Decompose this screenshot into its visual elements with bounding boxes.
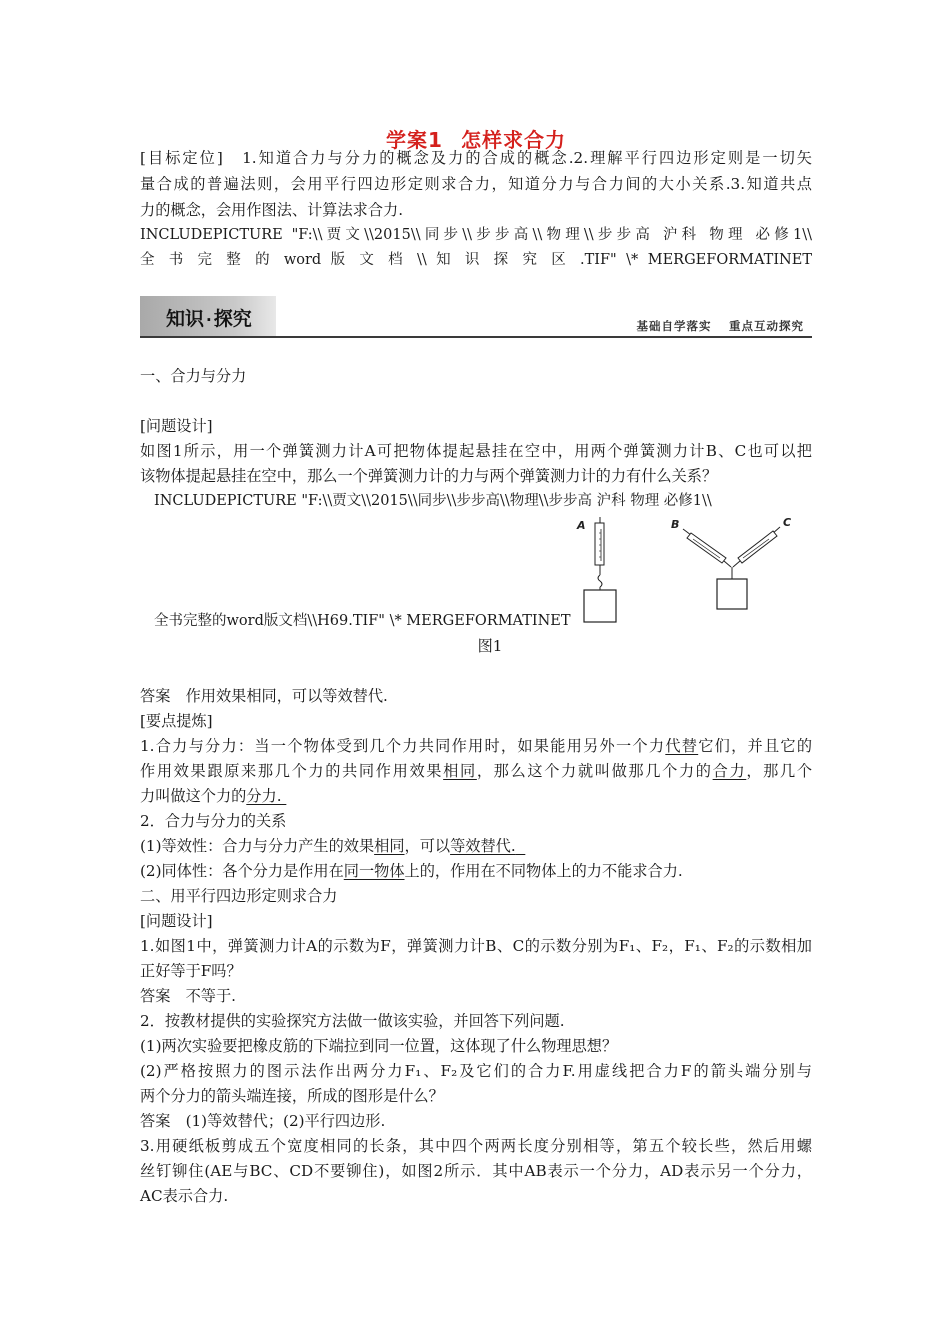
key-points-tag: [要点提炼]	[140, 712, 213, 730]
key-point-1-text-d: ，那么这个力就叫做那几个力的	[476, 762, 713, 780]
blank-answer-same-object: 同一物体	[343, 862, 405, 880]
include-field-1-line-2: 全 书 完 整 的 word 版 文 档 \\ 知 识 探 究 区 .TIF" \* MERGEFORMATINET	[140, 252, 812, 268]
objectives-line-1: [目标定位] 1.知道合力与分力的概念及力的合成的概念.2.理解平行四边形定则是一切矢	[140, 149, 812, 167]
include-field-2-line-1: INCLUDEPICTURE "F:\\贾文\\2015\\同步\\步步高\\物理\\步步高 沪科 物理 必修1\\	[154, 493, 712, 509]
question-2-2-line-1: (2)严格按照力的图示法作出两分力F₁、F₂及它们的合力F.用虚线把合力F的箭头端分别与	[140, 1062, 812, 1080]
key-point-2-1-text-a: (1)等效性：合力与分力产生的效果	[140, 837, 375, 855]
include-field-1-line-1: INCLUDEPICTURE "F:\\贾文\\2015\\同步\\步步高\\物理\\步步高 沪科 物理 必修1\\	[140, 227, 812, 243]
section-banner	[140, 296, 812, 340]
question-3-line-1: 3.用硬纸板剪成五个宽度相同的长条，其中四个两两长度分别相等，第五个较长些，然后用螺	[140, 1137, 812, 1155]
section-1-heading: 一、合力与分力	[140, 367, 247, 385]
blank-answer-substitute: 代替	[665, 737, 699, 755]
objectives-line-2: 量合成的普遍法则，会用平行四边形定则求合力，知道分力与合力间的大小关系.3.知道共点	[140, 175, 812, 193]
spring-scale-c	[733, 527, 780, 567]
question-design-1-line-2: 该物体提起悬挂在空中，那么一个弹簧测力计的力与两个弹簧测力计的力有什么关系？	[140, 467, 718, 485]
key-point-2-2-text-a: (2)同体性：各个分力是作用在	[140, 862, 344, 880]
title-main: 学案1	[386, 128, 443, 152]
key-point-2-heading: 2．合力与分力的关系	[140, 812, 287, 830]
key-point-2-1-text-b: ，可以	[404, 837, 451, 855]
key-point-1-line-1	[140, 734, 812, 758]
banner-dot: ·	[206, 311, 212, 329]
figure-1-caption: 图1	[477, 637, 503, 655]
key-point-2-2-text-b: 上的，作用在不同物体上的力不能求合力.	[404, 862, 683, 880]
question-2-1: (1)两次实验要把橡皮筋的下端拉到同一位置，这体现了什么物理思想？	[140, 1037, 618, 1055]
question-1-line-2: 正好等于F吗？	[140, 962, 242, 980]
banner-title-second: 探究	[213, 308, 252, 330]
key-point-2-1	[140, 834, 812, 858]
blank-answer-component: 分力.	[246, 787, 282, 805]
question-3-line-2: 丝钉铆住(AE与BC、CD不要铆住)，如图2所示．其中AB表示一个分力，AD表示另一个分力，	[140, 1162, 812, 1180]
question-design-1-line-1: 如图1所示，用一个弹簧测力计A可把物体提起悬挂在空中，用两个弹簧测力计B、C也可以把	[140, 442, 812, 460]
key-point-1-text-e: ，那几个	[746, 762, 813, 780]
banner-subtitle: 基础自学落实 重点互动探究	[636, 319, 804, 333]
section-2-heading: 二、用平行四边形定则求合力	[140, 887, 338, 905]
question-design-tag-1: [问题设计]	[140, 417, 213, 435]
question-2-2-line-2: 两个分力的箭头端连接，所成的图形是什么？	[140, 1087, 444, 1105]
figure-1-spring-scales	[575, 515, 810, 625]
key-point-2-2	[140, 859, 812, 883]
answer-q2: 答案 (1)等效替代；(2)平行四边形.	[140, 1112, 386, 1130]
key-point-1-text-b: 它们，并且它的	[698, 737, 812, 755]
spring-scale-a	[584, 517, 616, 622]
banner-title	[166, 304, 252, 331]
answer-q1: 答案 不等于.	[140, 987, 236, 1005]
hanging-block-b-c	[717, 567, 747, 609]
title-sub: 怎样求合力	[460, 128, 566, 152]
key-point-1-text-f: 力叫做这个力的	[140, 787, 247, 805]
figure-label-a: A	[577, 519, 586, 532]
key-point-1-line-2	[140, 759, 812, 783]
question-2: 2．按教材提供的实验探究方法做一做该实验，并回答下列问题.	[140, 1012, 565, 1030]
include-field-2-line-2: 全书完整的word版文档\\H69.TIF" \* MERGEFORMATINET	[154, 613, 571, 629]
key-point-1-text-a: 1.合力与分力：当一个物体受到几个力共同作用时，如果能用另外一个力	[140, 737, 666, 755]
banner-title-main: 知识	[166, 308, 205, 330]
figure-label-c: C	[783, 516, 792, 529]
blank-answer-same: 相同	[443, 762, 477, 780]
objectives-line-3: 力的概念，会用作图法、计算法求合力.	[140, 201, 404, 219]
blank-answer-equivalent: 等效替代.	[450, 837, 516, 855]
spring-scale-b	[683, 529, 731, 567]
question-design-tag-2: [问题设计]	[140, 912, 213, 930]
key-point-1-text-c: 作用效果跟原来那几个力的共同作用效果	[140, 762, 444, 780]
blank-answer-resultant: 合力	[712, 762, 747, 780]
figure-label-b: B	[671, 518, 680, 531]
blank-answer-same-effect: 相同	[374, 837, 405, 855]
key-point-1-line-3	[140, 784, 812, 808]
question-1-line-1: 1.如图1中，弹簧测力计A的示数为F，弹簧测力计B、C的示数分别为F₁、F₂，F₁、F₂的示数相加	[140, 937, 812, 955]
question-3-line-3: AC表示合力.	[140, 1187, 229, 1205]
banner-rule	[140, 336, 812, 338]
answer-1: 答案 作用效果相同，可以等效替代.	[140, 687, 388, 705]
